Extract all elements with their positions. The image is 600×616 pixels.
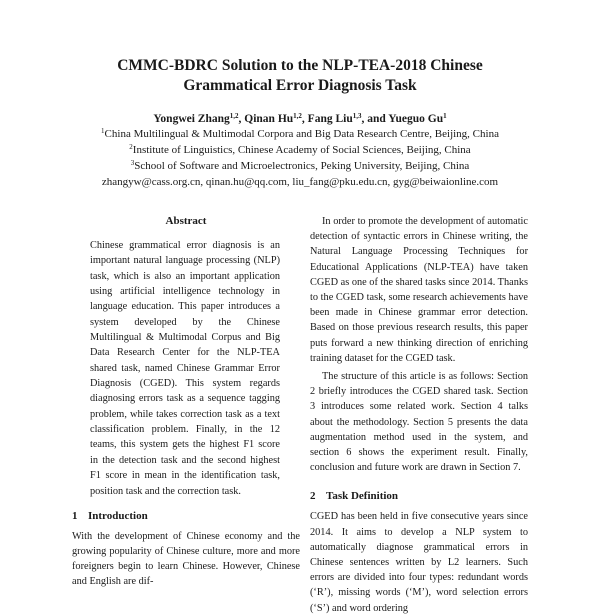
affiliation-mark: 1	[101, 127, 105, 135]
abstract-heading: Abstract	[165, 215, 207, 227]
section-number: 2	[310, 490, 316, 503]
title-line-1: CMMC-BDRC Solution to the NLP-TEA-2018 Chinese	[117, 57, 483, 74]
paper-title	[0, 56, 600, 96]
section-title: Introduction	[88, 509, 148, 522]
task-definition-text: CGED has been held in five consecutive years since 2014. It aims to develop a NLP system to automatically diagnose grammatical errors in Chinese sentences written by L2 learners. Such errors are divided into four types: redundant words (‘R’), missing words (‘M’), word selection errors (‘S’) and word ordering	[310, 511, 528, 614]
author-affil-mark: 1,2	[229, 112, 239, 120]
author-name: Fang Liu	[307, 113, 353, 125]
author-list	[0, 112, 600, 126]
right-column	[310, 214, 528, 616]
section-number: 1	[72, 509, 78, 522]
author-name: Qinan Hu	[244, 113, 294, 125]
author-name: Yueguo Gu	[388, 113, 444, 125]
affiliation	[0, 142, 600, 158]
author-separator: ,	[301, 113, 308, 125]
author-separator: , and	[361, 113, 389, 125]
email-list: zhangyw@cass.org.cn, qinan.hu@qq.com, liu_fang@pku.edu.cn, gyg@beiwaionline.com	[101, 176, 499, 188]
affiliation	[0, 126, 600, 142]
section-heading-introduction	[72, 509, 300, 523]
introduction-text: With the development of Chinese economy and the growing popularity of Chinese culture, more and more foreigners begin to learn Chinese. However, Chinese and English are dif-	[72, 530, 300, 588]
author-separator: ,	[238, 113, 245, 125]
affiliation-mark: 2	[129, 143, 133, 151]
structure-paragraph: The structure of this article is as follows: Section 2 briefly introduces the CGED shared task. Section 3 introduces some related work. Section 4 talks about the methodology. Section 5 presents the data augmentation method used in the system, and section 6 shows the experiment result. Finally, conclusion and future work are drawn in Section 7.	[310, 371, 528, 474]
affiliation-text: Institute of Linguistics, Chinese Academy of Social Sciences, Beijing, China	[132, 144, 471, 156]
title-line-2: Grammatical Error Diagnosis Task	[183, 77, 417, 94]
introduction-paragraph: In order to promote the development of automatic detection of syntactic errors in Chinese writing, the Natural Language Processing Techniques for Educational Applications (NLP-TEA) have taken CGED as one of the shared tasks since 2014. Thanks to the CGED task, some research achievements have been made in Chinese grammar error detection. Based on those previous research results, this paper puts forward a new thinking direction of enriching training dataset for the CGED task.	[310, 216, 528, 364]
author-affil-mark: 1	[443, 112, 447, 120]
affiliation-mark: 3	[130, 159, 135, 167]
author-name: Yongwei Zhang	[153, 113, 230, 125]
affiliation-text: China Multilingual & Multimodal Corpora and Big Data Research Centre, Beijing, China	[104, 128, 499, 140]
abstract-text: Chinese grammatical error diagnosis is an important natural language processing (NLP) task, which is also an important application using artificial intelligence technology in language education. This paper introduces a system developed by the Chinese Multilingual & Multimodal Corpus and Big Data Research Center for the NLP-TEA shared task, named Chinese Grammar Error Diagnosis (CGED). This system regards diagnosing errors task as a sequence tagging problem, while takes correction task as a text classification problem. Finally, in the 12 teams, this system gets the highest F1 score in the detection task and the second highest F1 score in mean in the identification task, position task and the correction task.	[90, 240, 280, 497]
affiliation-text: School of Software and Microelectronics, Peking University, Beijing, China	[134, 160, 470, 172]
section-title: Task Definition	[326, 490, 399, 503]
affiliation	[0, 158, 600, 174]
author-affil-mark: 1,3	[352, 112, 362, 120]
affiliation-list	[0, 126, 600, 190]
author-affil-mark: 1,2	[293, 112, 302, 120]
section-heading-task-definition	[310, 489, 528, 503]
left-column	[72, 214, 300, 590]
